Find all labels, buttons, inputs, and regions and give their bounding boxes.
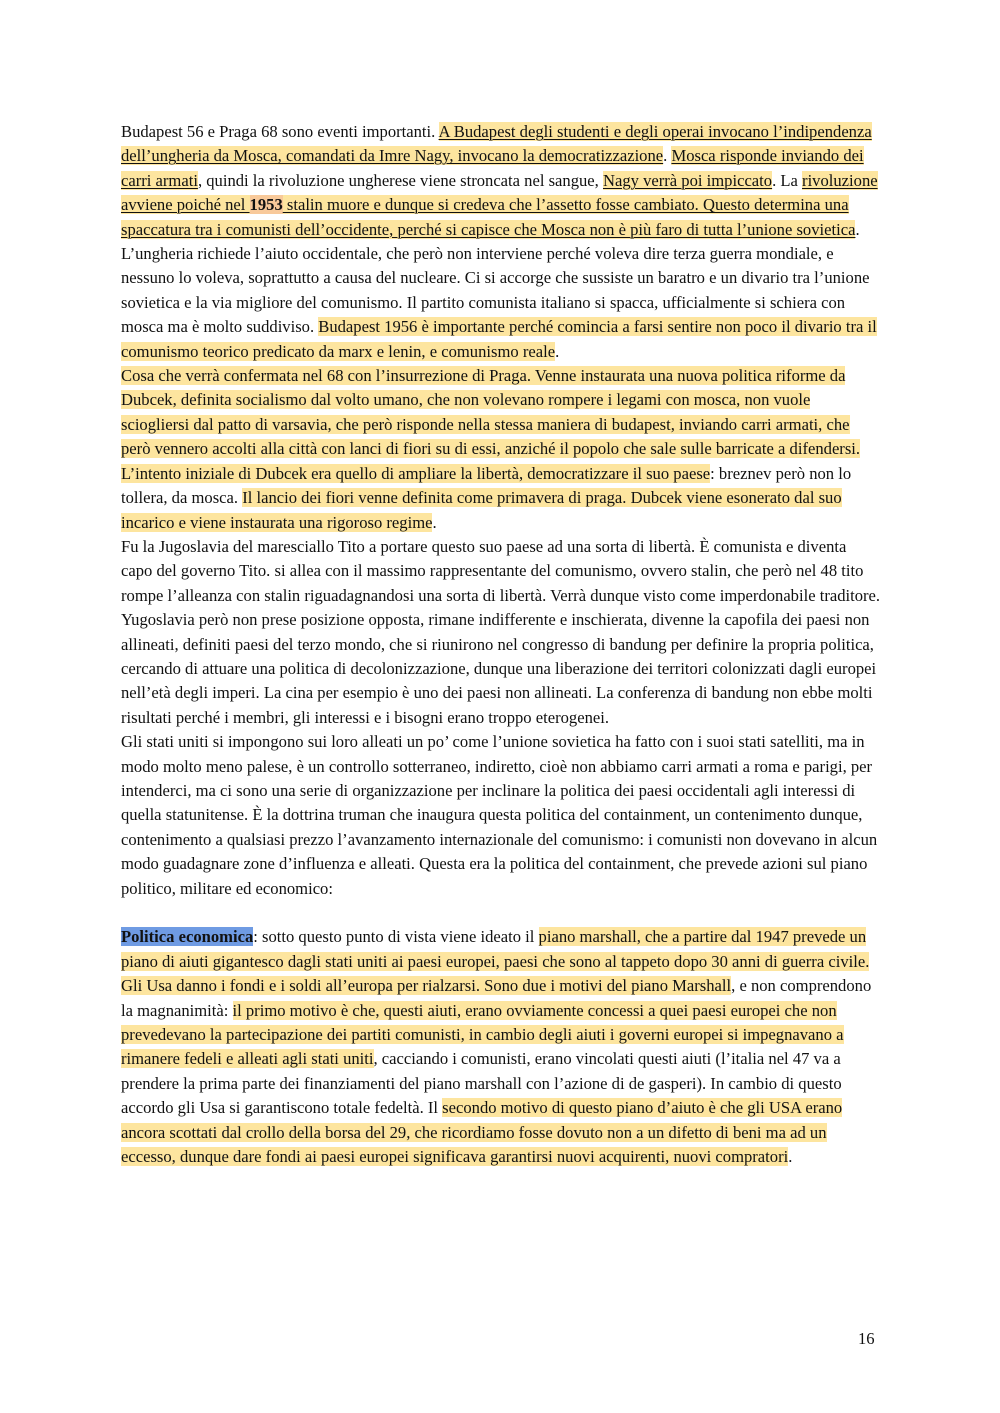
paragraph [121, 120, 881, 364]
highlighted-text: A Budapest degli studenti e degli operai invocano l’indipendenza dell’ungheria da Mosca, comandati da Imre Nagy, invocano la democratizzazione [121, 122, 872, 166]
text-run: : breznev però non lo tollera, da mosca. [121, 463, 852, 508]
section-heading: Politica economica [121, 927, 254, 947]
highlighted-text: Budapest 1956 è importante perché comincia a farsi sentire non poco il divario tra il comunismo teorico predicato da marx e lenin, e comunismo reale [121, 317, 877, 361]
page-text [121, 120, 881, 1169]
paragraph [121, 364, 881, 535]
text-run: , e non comprendono la magnanimità: [121, 976, 872, 1020]
paragraph [121, 730, 881, 901]
highlighted-text: Mosca risponde inviando dei carri armati [121, 146, 864, 190]
highlighted-text: secondo motivo di questo piano d’aiuto è che gli USA erano ancora scottati dal crollo della borsa del 29, che ricordiamo fosse dovuto non a un difetto di beni ma ad un eccesso, dunque dare fondi ai paesi europei significava garantirsi nuovi acquirenti, nuovi compratori [121, 1098, 843, 1167]
text-run: . [663, 146, 672, 166]
text-run: Fu la Jugoslavia del maresciallo Tito a portare questo suo paese ad una sorta di libertà. È comunista e diventa capo del governo Tito. si allea con il massimo rappresentante del comunismo, ovvero stalin, che però nel 48 tito rompe l’alleanza con stalin riguadagnandosi una sorta di libertà. Verrà dunque visto come imperdonabile traditore. Yugoslavia però non prese posizione opposta, rimane indifferente e inschierata, divenne la capofila dei paesi non allineati, definiti paesi del terzo mondo, che si riunirono nel congresso di bandung per definire la propria politica, cercando di attuare una politica di decolonizzazione, dunque una liberazione dei territori colonizzati dagli europei nell’età degli imperi. La cina per esempio è uno dei paesi non allineati. La conferenza di bandung non ebbe molti risultati perché i membri, gli interessi e i bisogni erano troppo eterogenei. [121, 536, 881, 727]
highlighted-text: piano marshall, che a partire dal 1947 prevede un piano di aiuti gigantesco dagli stati uniti ai paesi europei, paesi che sono al tappeto dopo 30 anni di guerra civile. Gli Usa danno i fondi e i soldi all’europa per rialzarsi. Sono due i motivi del piano Marshall [121, 927, 870, 996]
text-run: , cacciando i comunisti, erano vincolati questi aiuti (l’italia nel 47 va a prendere la prima parte dei finanziamenti del piano marshall con l’azione di de gasperi). In cambio di questo accordo gli Usa si garantiscono totale fedeltà. Il [121, 1049, 842, 1118]
highlighted-text: stalin muore e dunque si credeva che l’assetto fosse cambiato. Questo determina una spaccatura tra i comunisti dell’occidente, perché si capisce che Mosca non è più faro di tutta l’unione sovietica [121, 195, 856, 239]
highlighted-text: Nagy verrà poi impiccato [602, 170, 773, 190]
text-run: . [788, 1147, 793, 1167]
highlighted-text: il primo motivo è che, questi aiuti, erano ovviamente concessi a quei paesi europei che non prevedevano la partecipazione dei partiti comunisti, in cambio degli aiuti i governi europei si impegnavano a rimanere fedeli e alleati agli stati uniti [121, 1000, 844, 1069]
text-run: , quindi la rivoluzione ungherese viene stroncata nel sangue, [197, 170, 603, 190]
highlighted-text: rivoluzione avviene poiché nel [121, 170, 878, 215]
highlighted-text: Cosa che verrà confermata nel 68 con l’insurrezione di Praga. Venne instaurata una nuova politica riforme da Dubcek, definita socialismo dal volto umano, che non volevano rompere i legami con mosca, non vuole sciogliersi dal patto di varsavia, che però risponde nella stessa maniera di budapest, inviando carri armati, che però vennero accolti alla città con lanci di fiori su di essi, anziché il popolo che sale sulle barricate a difendersi. L’intento iniziale di Dubcek era quello di ampliare la libertà, democratizzare il suo paese [121, 366, 861, 483]
text-run: . [432, 512, 437, 532]
paragraph [121, 535, 881, 730]
text-run: . L’ungheria richiede l’aiuto occidentale, che però non interviene perché voleva dire terza guerra mondiale, e nessuno lo voleva, soprattutto a causa del nucleare. Ci si accorge che sussiste un baratro e un divario tra l’unione sovietica e la via migliore del comunismo. Il partito comunista italiano si spacca, ufficialmente si schiera con mosca ma è molto suddiviso. [121, 219, 870, 337]
page-number: 16 [858, 1329, 875, 1348]
highlighted-year: 1953 [249, 195, 283, 215]
text-run: . La [772, 170, 803, 190]
text-run: Budapest 56 e Praga 68 sono eventi importanti. [121, 122, 439, 141]
paragraph [121, 925, 881, 1169]
highlighted-text: Il lancio dei fiori venne definita come primavera di praga. Dubcek viene esonerato dal suo incarico e viene instaurata una rigoroso regime [121, 488, 842, 532]
text-run: . [555, 341, 560, 361]
text-run: : sotto questo punto di vista viene ideato il [253, 927, 539, 947]
paragraph-gap [121, 901, 881, 925]
text-run: Gli stati uniti si impongono sui loro alleati un po’ come l’unione sovietica ha fatto con i suoi stati satelliti, ma in modo molto meno palese, è un controllo sotterraneo, indiretto, cioè non abbiamo carri armati a roma e parigi, per intenderci, ma ci sono una serie di organizzazione per inclinare la politica dei paesi occidentali agli interessi di quella statunitense. È la dottrina truman che inaugura questa politica del containment, un contenimento dunque, contenimento a qualsiasi prezzo l’avanzamento internazionale del comunismo: i comunisti non dovevano in alcun modo guadagnare zone d’influenza e alleati. Questa era la politica del containment, che prevede azioni sul piano politico, militare ed economico: [121, 732, 878, 898]
